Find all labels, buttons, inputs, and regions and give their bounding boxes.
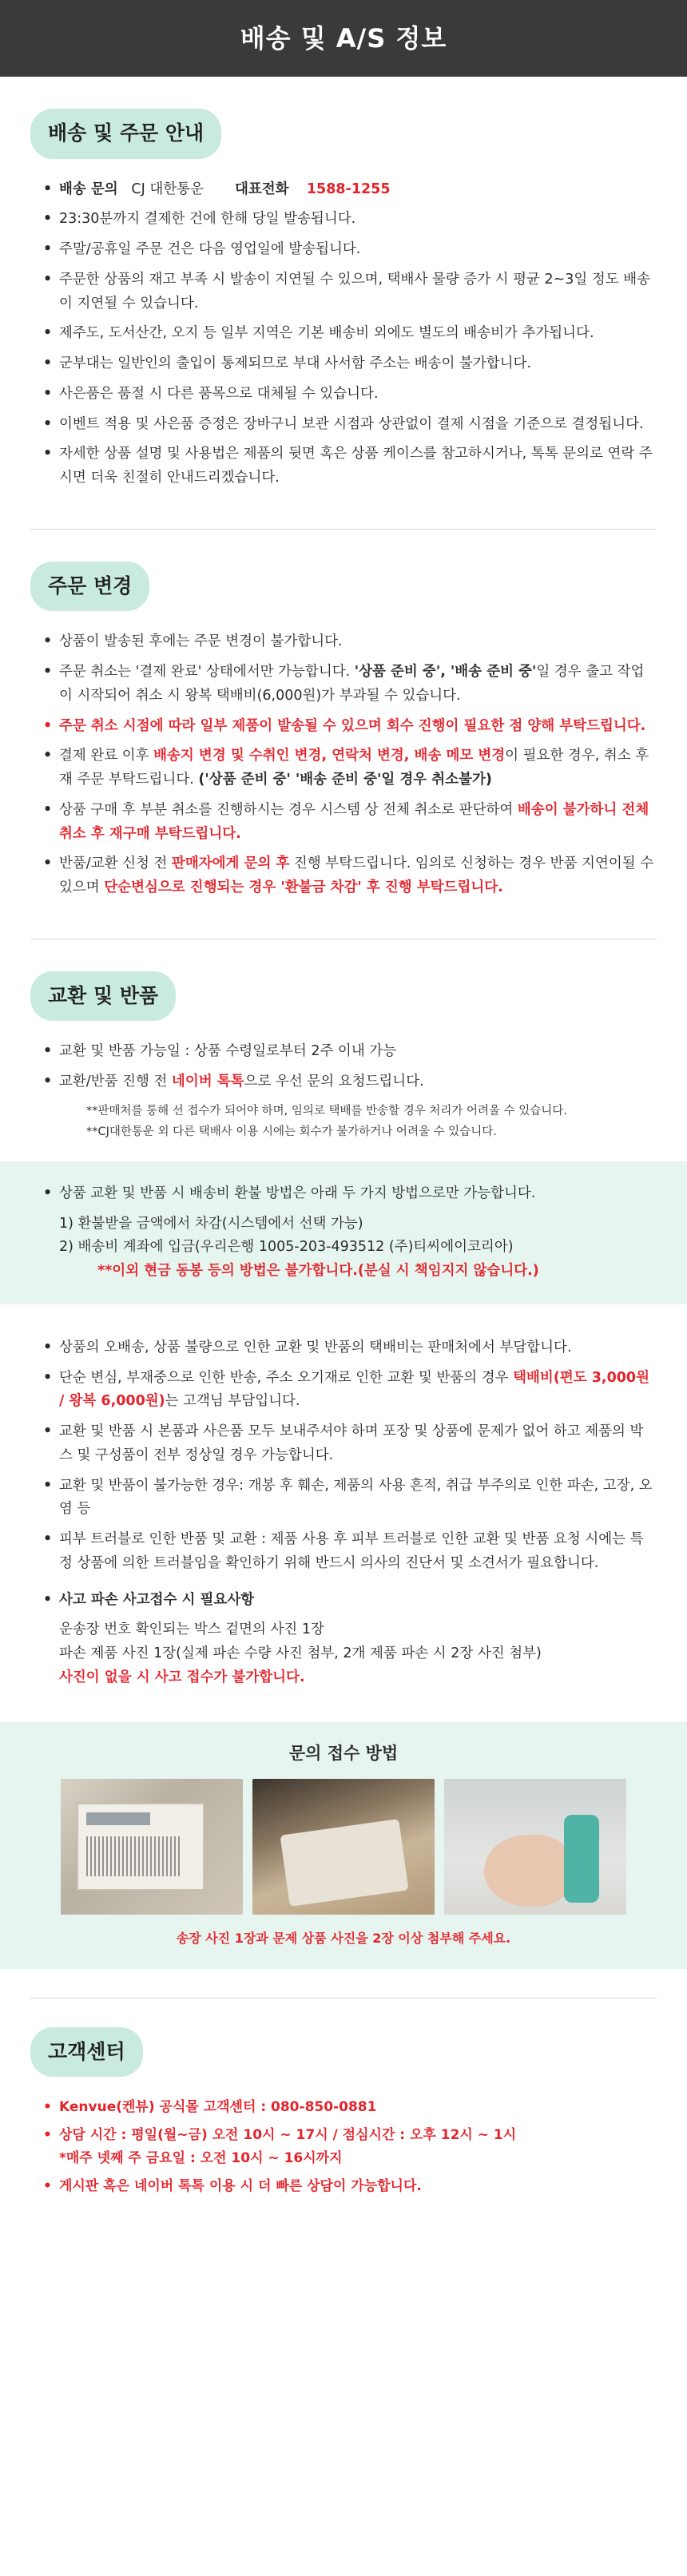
list-item: • 사은품은 품절 시 다른 품목으로 대체될 수 있습니다. <box>43 383 657 407</box>
inquiry-courier: CJ 대한통운 <box>131 181 204 197</box>
order-change-list <box>30 630 657 900</box>
text-bold: '상품 준비 중', '배송 준비 중' <box>354 664 537 680</box>
list-item <box>43 744 657 792</box>
text-red: 네이버 톡톡 <box>171 1074 244 1090</box>
list-item <box>43 799 657 847</box>
list-item: • 23:30분까지 결제한 건에 한해 당일 발송됩니다. <box>43 208 657 232</box>
refund-warning: **이외 현금 동봉 등의 방법은 불가합니다.(분실 시 책임지지 않습니다.) <box>97 1263 539 1280</box>
accident-line-1: 운송장 번호 확인되는 박스 겉면의 사진 1장 <box>59 1621 324 1638</box>
text: 주문 취소는 '결제 완료' 상태에서만 가능합니다. <box>59 664 355 680</box>
list-item <box>43 1070 657 1094</box>
exchange-note-1: **판매처를 통해 선 접수가 되어야 하며, 임의로 택배를 반송할 경우 처리가 어려울 수 있습니다. <box>86 1104 567 1117</box>
refund-lead: • 상품 교환 및 반품 시 배송비 환불 방법은 아래 두 가지 방법으로만 가능합니다. <box>43 1182 657 1206</box>
accident-list <box>30 1589 657 1613</box>
exchange-note-2: **CJ대한통운 외 다른 택배사 이용 시에는 회수가 불가하거나 어려울 수 있습니다. <box>86 1125 497 1138</box>
list-item: • 상담 시간 : 평일(월~금) 오전 10시 ~ 17시 / 점심시간 : 오후 12시 ~ 1시 <box>43 2124 657 2147</box>
rep-phone[interactable]: 1588-1255 <box>306 181 391 197</box>
exchange-section <box>0 939 687 1161</box>
refund-option-2: 2) 배송비 계좌에 입금(우리은행 1005-203-493512 (주)티씨에이코리아) <box>59 1239 514 1256</box>
exchange-pill: 교환 및 반품 <box>30 971 176 1022</box>
text: 는 고객님 부담입니다. <box>165 1393 300 1410</box>
list-item: • 피부 트러블로 인한 반품 및 교환 : 제품 사용 후 피부 트러블로 인한 교환 및 반품 요청 시에는 특정 상품에 의한 트러블임을 확인하기 위해 반드시 의사의 진단서 및 소견서가 필요합니다. <box>43 1528 657 1576</box>
list-item: • 상품이 발송된 후에는 주문 변경이 불가합니다. <box>43 630 657 654</box>
list-item-warning: • 주문 취소 시점에 따라 일부 제품이 발송될 수 있으며 회수 진행이 필요한 점 양해 부탁드립니다. <box>43 715 657 739</box>
text: 단순 변심, 부재중으로 인한 반송, 주소 오기재로 인한 교환 및 반품의 경우 <box>59 1369 514 1386</box>
list-item: • 자세한 상품 설명 및 사용법은 제품의 뒷면 혹은 상품 케이스를 참고하시거나, 톡톡 문의로 연락 주시면 더욱 친절히 안내드리겠습니다. <box>43 443 657 490</box>
refund-list <box>30 1182 657 1206</box>
text-red: 배송이 불가하니 전체 취소 후 재구매 부탁드립니다. <box>59 801 649 842</box>
customer-center-pill: 고객센터 <box>30 2027 143 2078</box>
shipping-section <box>0 77 687 529</box>
photo-guide-caption: 송장 사진 1장과 문제 상품 사진을 2장 이상 첨부해 주세요. <box>176 1931 511 1947</box>
text: 일 경우 출고 작업이 시작되어 취소 시 왕복 택배비(6,000원)가 부과될 수 있습니다. <box>59 664 645 704</box>
shipping-pill: 배송 및 주문 안내 <box>30 109 221 159</box>
refund-option-1: 1) 환불받을 금액에서 차감(시스템에서 선택 가능) <box>59 1215 363 1232</box>
text: 진행 부탁드립니다. 임의로 신청하는 경우 반품 지연이될 수 있으며 <box>59 855 654 895</box>
fees-list <box>30 1336 657 1576</box>
page-header <box>0 0 687 77</box>
text: 반품/교환 신청 전 <box>59 855 172 872</box>
text-red: 단순변심으로 진행되는 경우 '환불금 차감' 후 진행 부탁드립니다. <box>104 879 503 895</box>
list-item <box>43 852 657 900</box>
damaged-box-photo <box>252 1779 435 1915</box>
accident-title <box>43 1589 657 1613</box>
list-item: • 주말/공휴일 주문 건은 다음 영업일에 발송됩니다. <box>43 238 657 262</box>
exchange-list <box>30 1040 657 1094</box>
order-change-section <box>0 530 687 939</box>
photo-row <box>30 1779 657 1915</box>
text-red: 판매자에게 문의 후 <box>171 855 290 872</box>
fees-section <box>0 1304 687 1722</box>
text: 교환/반품 진행 전 <box>59 1074 172 1090</box>
list-item <box>43 661 657 708</box>
photo-guide-title: 문의 접수 방법 <box>288 1743 399 1763</box>
text: 이 필요한 경우, 취소 후 재 주문 부탁드립니다. <box>59 748 649 788</box>
shipping-list <box>30 178 657 490</box>
text: 상품 구매 후 부분 취소를 진행하시는 경우 시스템 상 전체 취소로 판단하여 <box>59 801 518 818</box>
refund-method-box <box>0 1161 687 1304</box>
customer-center-list <box>30 2096 657 2198</box>
page-title: 배송 및 A/S 정보 <box>240 22 447 54</box>
list-item: • 교환 및 반품 시 본품과 사은품 모두 보내주셔야 하며 포장 및 상품에 문제가 없어 하고 제품의 박스 및 구성품이 전부 정상일 경우 가능합니다. <box>43 1420 657 1468</box>
accident-warning: 사진이 없을 시 사고 접수가 불가합니다. <box>59 1669 305 1685</box>
text: 결제 완료 이후 <box>59 748 154 764</box>
order-change-pill: 주문 변경 <box>30 562 149 612</box>
list-item: • 게시판 혹은 네이버 톡톡 이용 시 더 빠른 상담이 가능합니다. <box>43 2175 657 2198</box>
inquiry-label: 배송 문의 <box>59 181 118 197</box>
list-item: • 교환 및 반품 가능일 : 상품 수령일로부터 2주 이내 가능 <box>43 1040 657 1064</box>
text-bold: ('상품 준비 중' '배송 준비 중'일 경우 취소불가) <box>198 772 492 788</box>
accident-line-2: 파손 제품 사진 1장(실제 파손 수량 사진 첨부, 2개 제품 파손 시 2장 사진 첨부) <box>59 1645 542 1662</box>
list-item: • 제주도, 도서산간, 오지 등 일부 지역은 기본 배송비 외에도 별도의 배송비가 추가됩니다. <box>43 322 657 346</box>
damaged-product-photo <box>444 1779 626 1915</box>
text: 으로 우선 문의 요청드립니다. <box>244 1074 424 1090</box>
list-item: • 이벤트 적용 및 사은품 증정은 장바구니 보관 시점과 상관없이 결제 시점을 기준으로 결정됩니다. <box>43 413 657 437</box>
shipping-inquiry <box>43 178 657 202</box>
text-red: 택배비(편도 3,000원 / 왕복 6,000원) <box>59 1369 649 1410</box>
rep-label: 대표전화 <box>234 181 289 197</box>
photo-guide-box <box>0 1722 687 1969</box>
list-item: • 상품의 오배송, 상품 불량으로 인한 교환 및 반품의 택배비는 판매처에서 부담합니다. <box>43 1336 657 1360</box>
text-bold: 사고 파손 사고접수 시 필요사항 <box>59 1591 255 1608</box>
list-item <box>43 1367 657 1415</box>
list-item: • 주문한 상품의 재고 부족 시 발송이 지연될 수 있으며, 택배사 물량 증가 시 평균 2~3일 정도 배송이 지연될 수 있습니다. <box>43 268 657 316</box>
invoice-label-photo <box>61 1779 243 1915</box>
customer-center-section <box>0 1998 687 2235</box>
list-item-note: *매주 넷째 주 금요일 : 오전 10시 ~ 16시까지 <box>59 2149 343 2166</box>
list-item: • 군부대는 일반인의 출입이 통제되므로 부대 사서함 주소는 배송이 불가합니다. <box>43 352 657 376</box>
list-item: • Kenvue(켄뷰) 공식몰 고객센터 : 080-850-0881 <box>43 2096 657 2119</box>
text-red: 배송지 변경 및 수취인 변경, 연락처 변경, 배송 메모 변경 <box>153 748 506 764</box>
list-item: • 교환 및 반품이 불가능한 경우: 개봉 후 훼손, 제품의 사용 흔적, 취급 부주의로 인한 파손, 고장, 오염 등 <box>43 1475 657 1522</box>
